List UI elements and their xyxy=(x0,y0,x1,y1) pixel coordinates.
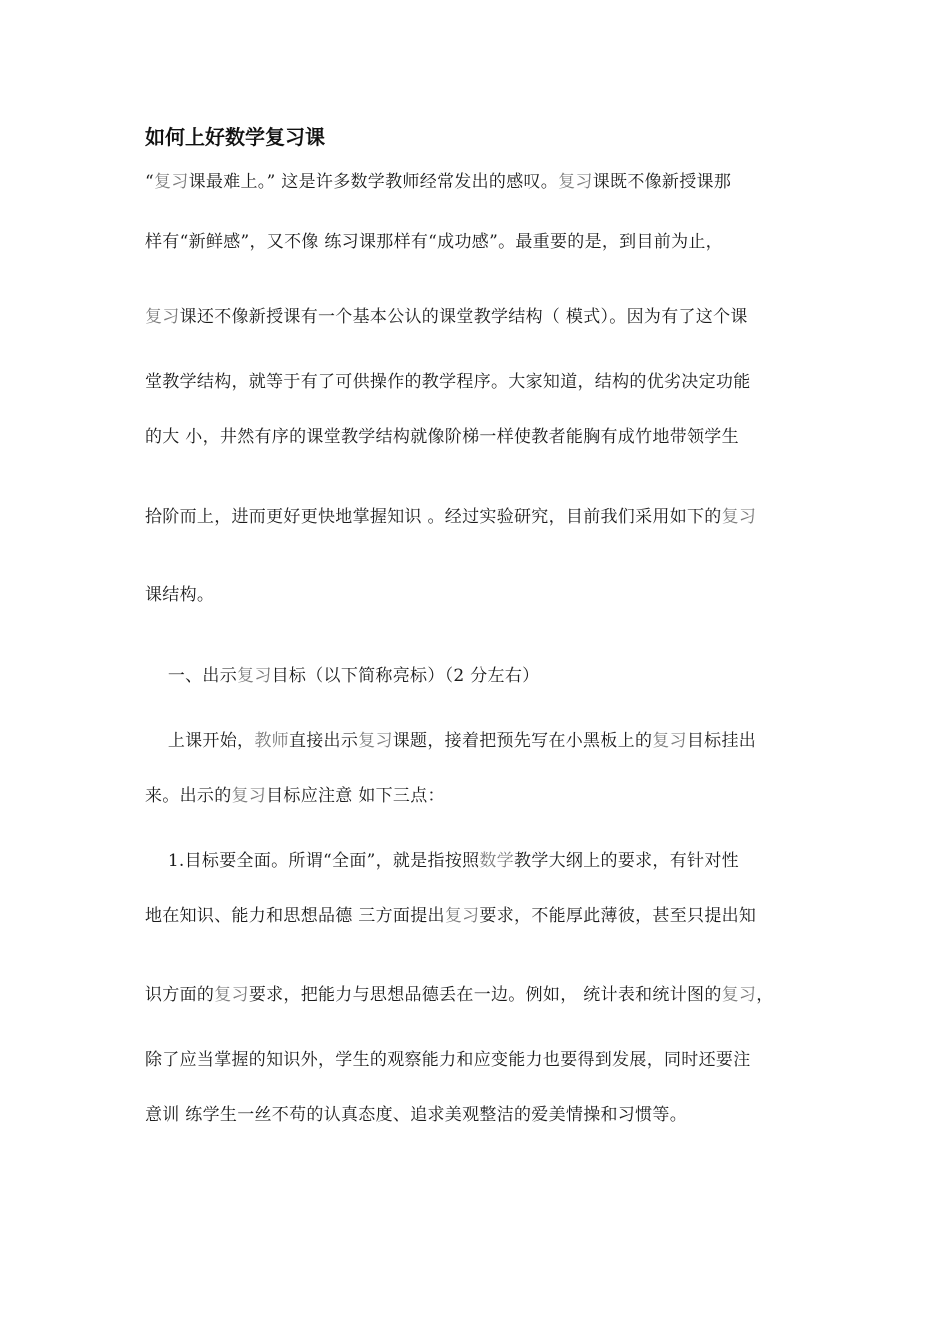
highlighted-term: 复习 xyxy=(231,786,267,806)
text-segment: 拾阶而上，进而更好更快地掌握知识 。经过实验研究，目前我们采用如下的 xyxy=(145,507,722,527)
text-segment: 堂教学结构，就等于有了可供操作的教学程序。大家知道，结构的优劣决定功能 xyxy=(145,372,751,392)
text-segment: 课题，接着把预先写在小黑板上的 xyxy=(392,731,653,751)
text-line xyxy=(145,729,756,753)
text-segment: 地在知识、能力和思想品德 三方面提出 xyxy=(145,906,445,926)
text-segment: 的大 小，井然有序的课堂教学结构就像阶梯一样使教者能胸有成竹地带领学生 xyxy=(145,427,739,447)
text-segment: ， xyxy=(756,985,774,1005)
text-line xyxy=(145,904,756,928)
highlighted-term: 教师 xyxy=(254,731,289,751)
text-line xyxy=(145,230,723,254)
text-segment: 课最难上。” 这是许多数学教师经常发出的感叹。 xyxy=(188,172,559,192)
text-line xyxy=(145,664,539,688)
text-segment: 一、出示 xyxy=(145,666,238,686)
text-segment: 直接出示 xyxy=(288,731,359,751)
text-segment: 要求，不能厚此薄彼，甚至只提出知 xyxy=(479,906,757,926)
text-segment: 要求，把能力与思想品德丢在一边。例如， 统计表和统计图的 xyxy=(248,985,722,1005)
highlighted-term: 复习 xyxy=(721,507,757,527)
text-line xyxy=(145,505,756,529)
text-line xyxy=(145,305,748,329)
text-segment: 上课开始， xyxy=(145,731,255,751)
text-segment: 识方面的 xyxy=(145,985,215,1005)
highlighted-term: 复习 xyxy=(721,985,757,1005)
text-line xyxy=(145,849,739,873)
text-line xyxy=(145,583,214,607)
text-segment: 课既不像新授课那 xyxy=(592,172,732,192)
text-line xyxy=(145,425,739,449)
text-line xyxy=(145,983,774,1007)
text-line xyxy=(145,170,731,194)
highlighted-term: 复习 xyxy=(154,172,189,192)
text-line xyxy=(145,1103,687,1127)
text-segment: “ xyxy=(145,172,154,192)
text-line xyxy=(145,1048,751,1072)
text-segment: 目标挂出 xyxy=(686,731,757,751)
highlighted-term: 复习 xyxy=(444,906,480,926)
highlighted-term: 复习 xyxy=(145,307,180,327)
highlighted-term: 复习 xyxy=(237,666,272,686)
text-segment: 1.目标要全面。所谓“全面”，就是指按照 xyxy=(145,851,480,871)
highlighted-term: 复习 xyxy=(558,172,593,192)
highlighted-term: 复习 xyxy=(652,731,687,751)
text-segment: 课结构。 xyxy=(145,585,215,605)
text-segment: 除了应当掌握的知识外，学生的观察能力和应变能力也要得到发展，同时还要注 xyxy=(145,1050,751,1070)
text-segment: 目标（以下简称亮标）（2 分左右） xyxy=(271,666,540,686)
text-line xyxy=(145,370,751,394)
highlighted-term: 数学 xyxy=(479,851,515,871)
text-line xyxy=(145,784,445,808)
text-segment: 目标应注意 如下三点： xyxy=(266,786,445,806)
text-segment: 样有“新鲜感”，又不像 练习课那样有“成功感”。最重要的是，到目前为止， xyxy=(145,232,723,252)
text-segment: 教学大纲上的要求，有针对性 xyxy=(514,851,739,871)
highlighted-term: 复习 xyxy=(214,985,249,1005)
text-segment: 意训 练学生一丝不苟的认真态度、追求美观整洁的爱美情操和习惯等。 xyxy=(145,1105,688,1125)
highlighted-term: 复习 xyxy=(358,731,393,751)
text-segment: 来。出示的 xyxy=(145,786,232,806)
document-title: 如何上好数学复习课 xyxy=(145,125,325,149)
text-segment: 课还不像新授课有一个基本公认的课堂教学结构（ 模式）。因为有了这个课 xyxy=(179,307,748,327)
